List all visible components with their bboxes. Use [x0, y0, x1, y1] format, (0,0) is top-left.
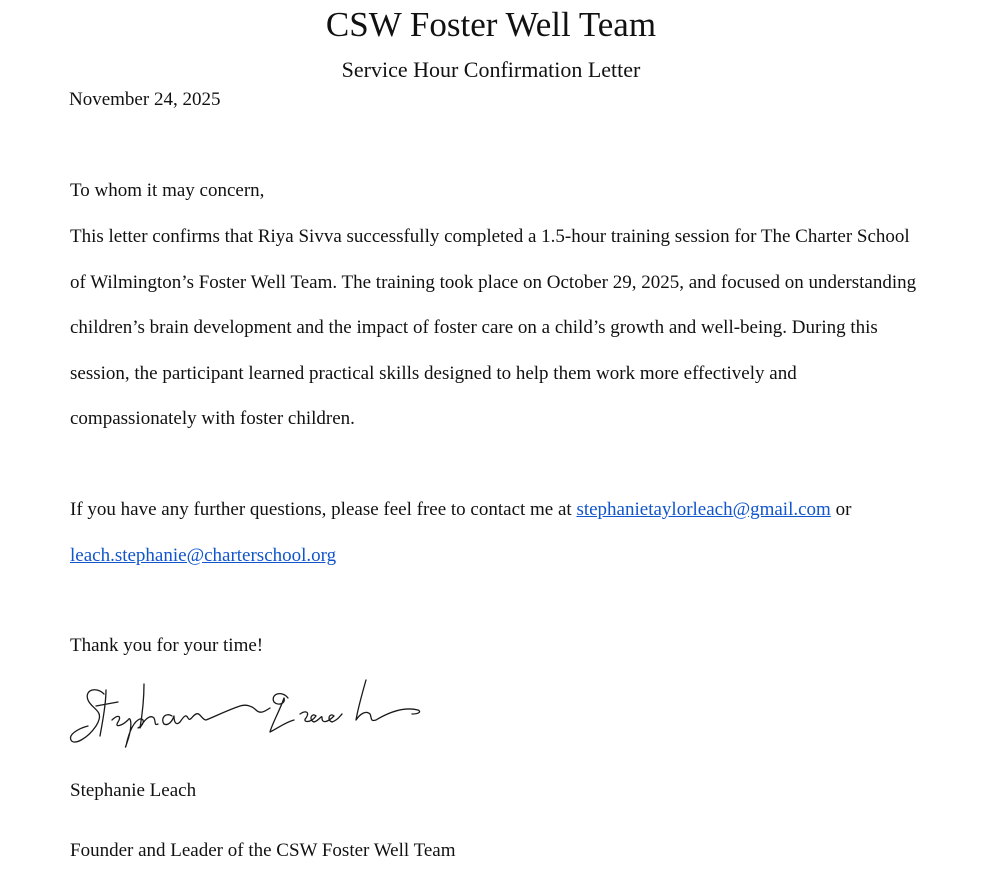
email-link-charterschool[interactable]: leach.stephanie@charterschool.org [70, 544, 337, 566]
letter-subtitle: Service Hour Confirmation Letter [341, 57, 641, 82]
closing-line: Thank you for your time! [70, 635, 264, 656]
signer-name: Stephanie Leach [70, 780, 197, 801]
letter-greeting: To whom it may concern, [70, 180, 265, 201]
contact-prefix: If you have any further questions, please feel free to contact me at [70, 499, 572, 520]
letter-title: CSW Foster Well Team [325, 5, 657, 44]
contact-paragraph [70, 487, 920, 578]
email-link-gmail[interactable]: stephanietaylorleach@gmail.com [576, 499, 831, 520]
signer-role: Founder and Leader of the CSW Foster Well Team [70, 840, 456, 861]
handwritten-signature [66, 676, 428, 756]
contact-connector: or [835, 499, 852, 520]
letter-date: November 24, 2025 [69, 89, 221, 110]
letter-body: This letter confirms that Riya Sivva successfully completed a 1.5-hour training session for The Charter School of Wilmington’s Foster Well Team. The training took place on October 29, 2025, and focused on understanding children’s brain development and the impact of foster care on a child’s growth and well-being. During this session, the participant learned practical skills designed to help them work more effectively and compassionately with foster children. [70, 226, 917, 429]
